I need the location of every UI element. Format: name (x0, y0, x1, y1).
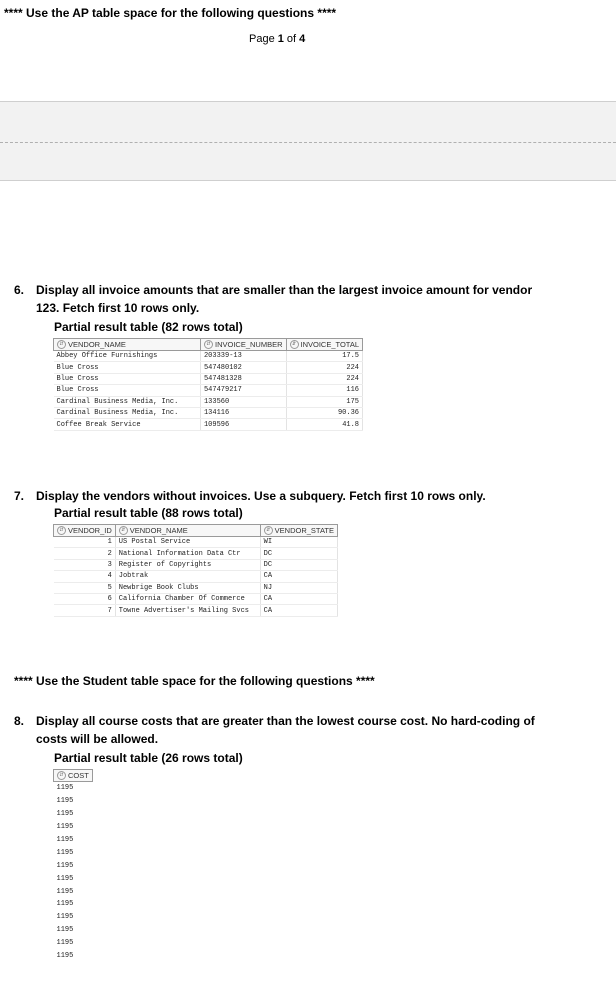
cell-vendor-name: Towne Advertiser's Mailing Svcs (115, 605, 260, 616)
cell-cost: 1195 (56, 848, 74, 857)
cell-invoice-number: 547481328 (200, 373, 286, 384)
table-row (54, 950, 93, 963)
question-8-number: 8. (14, 714, 25, 728)
q7-result-table (53, 524, 338, 617)
cell-vendor-name: Abbey Office Furnishings (54, 351, 201, 362)
table-row (54, 548, 338, 559)
q6-col-invoice-number: INVOICE_NUMBER (214, 339, 283, 349)
cell-vendor-state: CA (260, 605, 337, 616)
cell-vendor-name: Blue Cross (54, 373, 201, 384)
table-row (54, 571, 338, 582)
q6-col-header[interactable] (54, 339, 201, 351)
cell-vendor-state: NJ (260, 582, 337, 593)
cell-invoice-number: 547480102 (200, 362, 286, 373)
table-row (54, 362, 363, 373)
ap-instruction: **** Use the AP table space for the following questions **** (4, 6, 337, 20)
q8-col-cost: COST (68, 770, 89, 780)
cell-vendor-name: Register of Copyrights (115, 559, 260, 570)
cell-invoice-number: 109596 (200, 419, 286, 430)
cell-vendor-id: 5 (54, 582, 116, 593)
q6-col-header[interactable] (200, 339, 286, 351)
table-row (54, 911, 93, 924)
cell-vendor-id: 2 (54, 548, 116, 559)
cell-cost: 1195 (56, 784, 74, 793)
cell-cost: 1195 (56, 926, 74, 935)
table-row (54, 407, 363, 418)
cell-invoice-total: 17.5 (286, 351, 363, 362)
cell-cost: 1195 (56, 913, 74, 922)
q7-col-vendor-state: VENDOR_STATE (274, 525, 334, 535)
cell-invoice-total: 116 (286, 385, 363, 396)
cell-vendor-name: Blue Cross (54, 385, 201, 396)
q6-caption: Partial result table (82 rows total) (54, 320, 243, 334)
sort-icon: ⇵ (290, 340, 299, 349)
cell-invoice-total: 175 (286, 396, 363, 407)
page-of: of (283, 33, 300, 45)
table-row (54, 846, 93, 859)
q8-caption: Partial result table (26 rows total) (54, 751, 243, 765)
cell-invoice-total: 224 (286, 373, 363, 384)
cell-vendor-name: Blue Cross (54, 362, 201, 373)
page-indicator (249, 33, 305, 45)
cell-cost: 1195 (56, 810, 74, 819)
table-row (54, 396, 363, 407)
page-break-band (0, 101, 616, 181)
table-row (54, 593, 338, 604)
sort-icon: ⇵ (57, 526, 66, 535)
table-row (54, 782, 93, 795)
cell-cost: 1195 (56, 939, 74, 948)
q7-col-header[interactable] (54, 525, 116, 537)
cell-invoice-total: 224 (286, 362, 363, 373)
cell-invoice-number: 547479217 (200, 385, 286, 396)
sort-icon: ⇵ (204, 340, 213, 349)
q7-caption: Partial result table (88 rows total) (54, 506, 243, 520)
table-row (54, 859, 93, 872)
sort-icon: ⇵ (119, 526, 128, 535)
cell-cost: 1195 (56, 952, 74, 961)
cell-vendor-name: Newbrige Book Clubs (115, 582, 260, 593)
cell-vendor-name: Coffee Break Service (54, 419, 201, 430)
cell-vendor-name: Cardinal Business Media, Inc. (54, 396, 201, 407)
table-row (54, 937, 93, 950)
page-break-line (0, 142, 616, 143)
cell-invoice-number: 203339-13 (200, 351, 286, 362)
table-row (54, 537, 338, 548)
cell-vendor-id: 1 (54, 537, 116, 548)
question-6-text: Display all invoice amounts that are smaller than the largest invoice amount for vendor 123. Fetch first 10 rows only. (36, 283, 533, 315)
cell-invoice-number: 134116 (200, 407, 286, 418)
q7-col-vendor-name: VENDOR_NAME (129, 525, 188, 535)
cell-vendor-state: WI (260, 537, 337, 548)
cell-cost: 1195 (56, 823, 74, 832)
q6-col-invoice-total: INVOICE_TOTAL (300, 339, 359, 349)
table-row (54, 559, 338, 570)
cell-vendor-name: US Postal Service (115, 537, 260, 548)
cell-vendor-state: CA (260, 571, 337, 582)
cell-vendor-id: 4 (54, 571, 116, 582)
cell-cost: 1195 (56, 836, 74, 844)
table-row (54, 898, 93, 911)
sort-icon: ⇵ (57, 771, 66, 780)
table-row (54, 834, 93, 847)
cell-cost: 1195 (56, 900, 74, 909)
cell-cost: 1195 (56, 861, 74, 870)
q7-col-header[interactable] (115, 525, 260, 537)
q7-col-vendor-id: VENDOR_ID (68, 525, 112, 535)
q6-result-table (53, 338, 363, 431)
cell-vendor-id: 6 (54, 593, 116, 604)
sort-icon: ⇵ (57, 340, 66, 349)
q6-col-vendor-name: VENDOR_NAME (68, 339, 126, 349)
cell-cost: 1195 (56, 874, 74, 883)
cell-invoice-total: 41.8 (286, 419, 363, 430)
cell-vendor-name: Jobtrak (115, 571, 260, 582)
cell-vendor-name: Cardinal Business Media, Inc. (54, 407, 201, 418)
cell-invoice-total: 90.36 (286, 407, 363, 418)
table-row (54, 924, 93, 937)
q6-col-header[interactable] (286, 339, 363, 351)
cell-vendor-id: 3 (54, 559, 116, 570)
cell-vendor-state: DC (260, 548, 337, 559)
table-row (54, 373, 363, 384)
page-prefix: Page (249, 33, 278, 45)
cell-vendor-id: 7 (54, 605, 116, 616)
cell-cost: 1195 (56, 797, 74, 806)
cell-vendor-name: National Information Data Ctr (115, 548, 260, 559)
page-total: 4 (299, 33, 306, 45)
question-8-text: Display all course costs that are greater than the lowest course cost. No hard-coding of costs will be allowed. (36, 714, 535, 746)
table-row (54, 419, 363, 430)
question-6-number: 6. (14, 283, 25, 297)
q7-col-header[interactable] (260, 525, 337, 537)
table-row (54, 885, 93, 898)
table-row (54, 795, 93, 808)
q8-result-table (53, 769, 93, 962)
table-row (54, 385, 363, 396)
table-row (54, 582, 338, 593)
cell-cost: 1195 (56, 887, 74, 896)
cell-vendor-name: California Chamber Of Commerce (115, 593, 260, 604)
table-row (54, 872, 93, 885)
question-7-number: 7. (14, 489, 25, 503)
question-7-text: Display the vendors without invoices. Use a subquery. Fetch first 10 rows only. (36, 489, 486, 503)
table-row (54, 605, 338, 616)
cell-invoice-number: 133560 (200, 396, 286, 407)
cell-vendor-state: CA (260, 593, 337, 604)
table-row (54, 821, 93, 834)
table-row (54, 351, 363, 362)
table-row (54, 808, 93, 821)
q8-col-header[interactable] (54, 770, 93, 782)
student-instruction: **** Use the Student table space for the following questions **** (14, 674, 375, 688)
sort-icon: ⇵ (264, 526, 273, 535)
cell-vendor-state: DC (260, 559, 337, 570)
page-current: 1 (277, 33, 284, 45)
